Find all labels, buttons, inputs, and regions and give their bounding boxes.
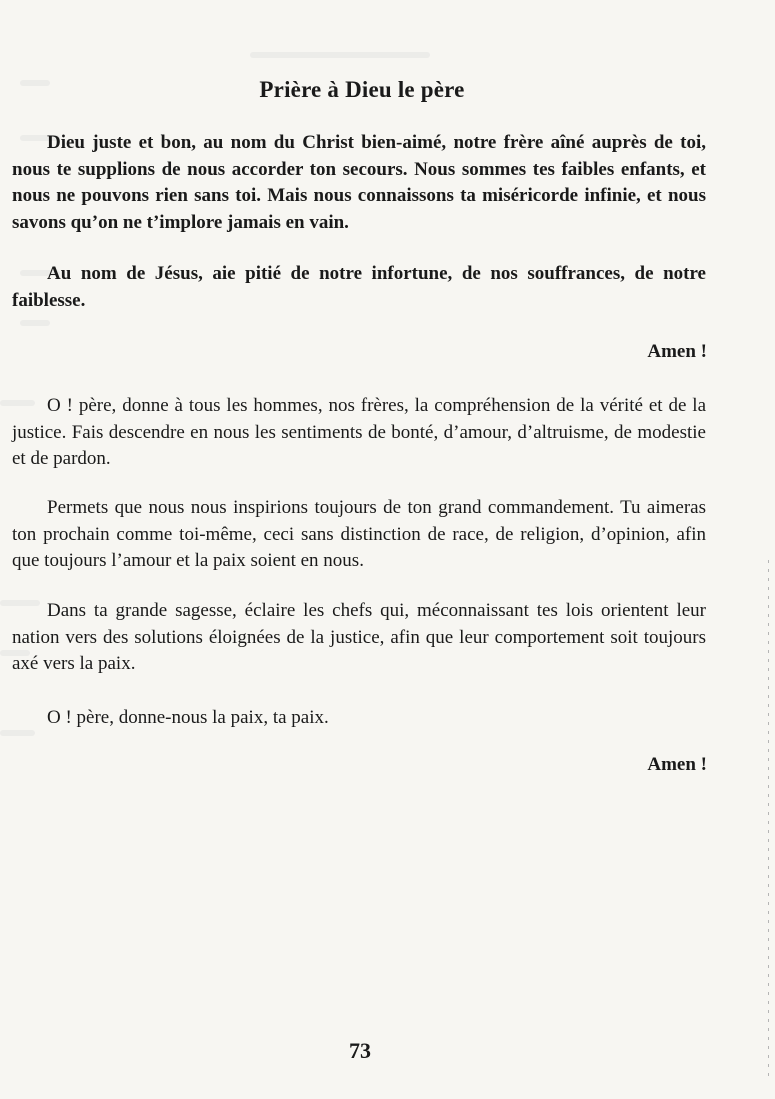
paragraph-2: Au nom de Jésus, aie pitié de notre infortune, de nos souffrances, de notre faiblesse.	[12, 263, 706, 311]
page-edge-shadow	[768, 560, 769, 1080]
amen-2: Amen !	[647, 754, 707, 775]
amen-1: Amen !	[647, 341, 707, 362]
paragraph-5: Dans ta grande sagesse, éclaire les chefs qui, méconnaissant tes lois orientent leur nation vers des solutions éloignées de la justice, afin que leur comportement soit toujours axé vers la paix.	[12, 600, 706, 674]
prayer-title: Prière à Dieu le père	[259, 77, 465, 102]
page-number: 73	[349, 1038, 371, 1063]
paragraph-6: O ! père, donne-nous la paix, ta paix.	[47, 707, 329, 728]
paragraph-1: Dieu juste et bon, au nom du Christ bien-aimé, notre frère aîné auprès de toi, nous te supplions de nous accorder ton secours. Nous sommes tes faibles enfants, et nous ne pouvons rien sans toi. Mais nous connaissons ta miséricorde infinie, et nous savons qu’on ne t’implore jamais en vain.	[12, 132, 706, 233]
paragraph-4: Permets que nous nous inspirions toujours de ton grand commandement. Tu aimeras ton prochain comme toi-même, ceci sans distinction de race, de religion, d’opinion, afin que toujours l’amour et la paix soient en nous.	[12, 497, 706, 571]
paragraph-3: O ! père, donne à tous les hommes, nos frères, la compréhension de la vérité et de la justice. Fais descendre en nous les sentiments de bonté, d’amour, d’altruisme, de modestie et de pardon.	[12, 395, 706, 469]
